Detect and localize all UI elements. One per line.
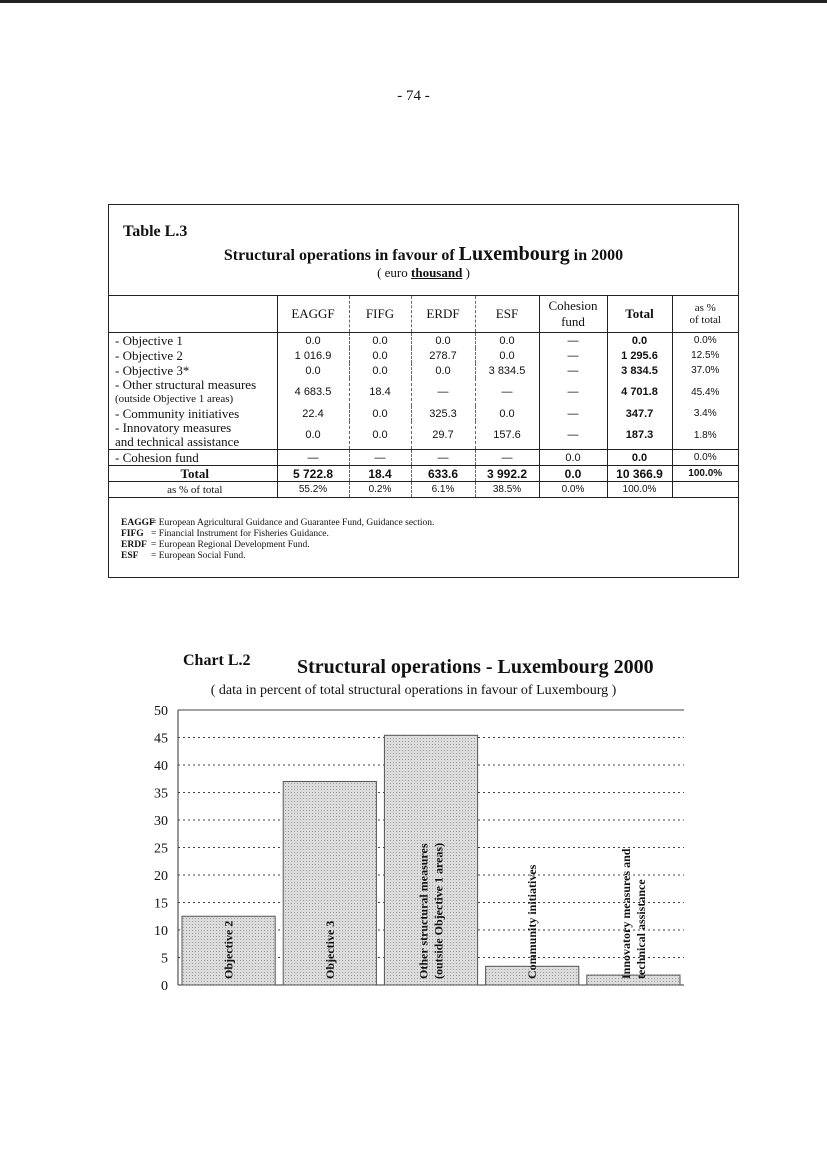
total-fifg: 18.4 bbox=[349, 466, 411, 482]
subtitle-close: ) bbox=[465, 265, 470, 280]
total-label: Total bbox=[109, 466, 277, 482]
cell-pct: 1.8% bbox=[672, 421, 738, 450]
share-label: as % of total bbox=[109, 482, 277, 498]
header-erdf: ERDF bbox=[411, 296, 475, 333]
cell-erdf: — bbox=[411, 378, 475, 406]
y-tick-label: 50 bbox=[154, 704, 168, 719]
header-total: Total bbox=[607, 296, 672, 333]
y-tick-label: 10 bbox=[154, 924, 168, 939]
cell-esf: 0.0 bbox=[475, 333, 539, 349]
share-esf: 38.5% bbox=[475, 482, 539, 498]
cell-pct: 0.0% bbox=[672, 450, 738, 466]
header-cohesion-line2: fund bbox=[561, 314, 585, 329]
share-total: 100.0% bbox=[607, 482, 672, 498]
legend-text: = European Social Fund. bbox=[151, 551, 246, 561]
legend-text: = European Agricultural Guidance and Guarantee Fund, Guidance section. bbox=[151, 518, 435, 528]
cell-eaggf: 0.0 bbox=[277, 363, 349, 378]
header-cohesion-line1: Cohesion bbox=[548, 298, 598, 313]
cell-pct: 12.5% bbox=[672, 348, 738, 363]
cell-total: 3 834.5 bbox=[607, 363, 672, 378]
table-title-country: Luxembourg bbox=[458, 243, 570, 265]
legend-abbr: FIFG bbox=[121, 529, 144, 539]
cell-cohesion: — bbox=[539, 421, 607, 450]
cell-cohesion: — bbox=[539, 348, 607, 363]
cell-pct: 0.0% bbox=[672, 333, 738, 349]
row-label-line2: and technical assistance bbox=[115, 434, 240, 449]
cell-eaggf: 22.4 bbox=[277, 406, 349, 421]
y-tick-label: 35 bbox=[154, 786, 168, 802]
row-label: - Community initiatives bbox=[115, 405, 240, 421]
table-label: Table L.3 bbox=[123, 223, 188, 240]
cell-fifg: 0.0 bbox=[349, 421, 411, 450]
cell-total: 347.7 bbox=[607, 406, 672, 421]
y-tick-label: 0 bbox=[161, 979, 168, 994]
cell-erdf: 0.0 bbox=[411, 363, 475, 378]
row-label: - Cohesion fund bbox=[109, 450, 277, 466]
share-fifg: 0.2% bbox=[349, 482, 411, 498]
cell-esf: — bbox=[475, 450, 539, 466]
cell-total: 4 701.8 bbox=[607, 378, 672, 406]
cell-eaggf: 1 016.9 bbox=[277, 348, 349, 363]
bar-category-label: Objective 2 bbox=[221, 920, 236, 979]
cell-fifg: 18.4 bbox=[349, 378, 411, 406]
cell-total: 1 295.6 bbox=[607, 348, 672, 363]
cell-cohesion: — bbox=[539, 406, 607, 421]
total-esf: 3 992.2 bbox=[475, 466, 539, 482]
cell-eaggf: 0.0 bbox=[277, 421, 349, 450]
cell-cohesion: — bbox=[539, 333, 607, 349]
bar-category-label: technical assistance bbox=[633, 879, 648, 979]
legend-abbr: EAGGF bbox=[121, 518, 155, 528]
total-erdf: 633.6 bbox=[411, 466, 475, 482]
header-pct-line1: as % bbox=[694, 302, 716, 314]
header-fifg: FIFG bbox=[349, 296, 411, 333]
cell-fifg: 0.0 bbox=[349, 333, 411, 349]
row-label: - Objective 2 bbox=[115, 347, 183, 363]
cell-pct: 3.4% bbox=[672, 406, 738, 421]
cell-esf: — bbox=[475, 378, 539, 406]
chart-label: Chart L.2 bbox=[183, 652, 251, 669]
chart-subtitle: ( data in percent of total structural operations in favour of Luxembourg ) bbox=[210, 683, 617, 698]
header-eaggf: EAGGF bbox=[277, 296, 349, 333]
legend-text: = Financial Instrument for Fisheries Guidance. bbox=[151, 529, 329, 539]
cell-erdf: 278.7 bbox=[411, 348, 475, 363]
cell-eaggf: — bbox=[277, 450, 349, 466]
cell-esf: 0.0 bbox=[475, 348, 539, 363]
cell-total: 0.0 bbox=[607, 450, 672, 466]
cell-erdf: 29.7 bbox=[411, 421, 475, 450]
subtitle-unit: thousand bbox=[411, 265, 463, 280]
cell-eaggf: 4 683.5 bbox=[277, 378, 349, 406]
subtitle-open: ( euro bbox=[377, 265, 408, 280]
row-label-line2: (outside Objective 1 areas) bbox=[115, 393, 234, 405]
row-label-line1: - Innovatory measures bbox=[115, 420, 232, 435]
bar-category-label: Innovatory measures and bbox=[618, 848, 633, 979]
table-title-prefix: Structural operations in favour of bbox=[223, 247, 455, 264]
cell-cohesion: — bbox=[539, 363, 607, 378]
header-pct-line2: of total bbox=[689, 314, 721, 326]
cell-eaggf: 0.0 bbox=[277, 333, 349, 349]
cell-fifg: — bbox=[349, 450, 411, 466]
table-title-year: in 2000 bbox=[573, 247, 624, 264]
bar-category-label: (outside Objective 1 areas) bbox=[431, 842, 446, 979]
bar-category-label: Objective 3 bbox=[322, 920, 337, 979]
cell-erdf: 0.0 bbox=[411, 333, 475, 349]
page-number: - 74 - bbox=[397, 88, 430, 104]
cell-fifg: 0.0 bbox=[349, 363, 411, 378]
row-label: - Objective 3* bbox=[115, 362, 190, 378]
legend-abbr: ESF bbox=[121, 551, 139, 561]
y-tick-label: 45 bbox=[154, 731, 168, 747]
y-tick-label: 5 bbox=[161, 951, 168, 967]
y-tick-label: 30 bbox=[154, 814, 168, 829]
share-cohesion: 0.0% bbox=[539, 482, 607, 498]
cell-esf: 157.6 bbox=[475, 421, 539, 450]
share-eaggf: 55.2% bbox=[277, 482, 349, 498]
y-tick-label: 25 bbox=[154, 841, 168, 857]
cell-fifg: 0.0 bbox=[349, 348, 411, 363]
bar-category-label: Other structural measures bbox=[416, 843, 431, 979]
row-label-line1: - Other structural measures bbox=[115, 377, 257, 392]
total-total: 10 366.9 bbox=[607, 466, 672, 482]
row-label: - Objective 1 bbox=[115, 332, 183, 348]
total-pct: 100.0% bbox=[672, 466, 738, 482]
y-tick-label: 40 bbox=[154, 759, 168, 774]
chart-title: Structural operations - Luxembourg 2000 bbox=[297, 656, 654, 678]
cell-cohesion: 0.0 bbox=[539, 450, 607, 466]
cell-esf: 0.0 bbox=[475, 406, 539, 421]
legend-text: = European Regional Development Fund. bbox=[151, 540, 310, 550]
cell-erdf: — bbox=[411, 450, 475, 466]
cell-pct: 37.0% bbox=[672, 363, 738, 378]
cell-fifg: 0.0 bbox=[349, 406, 411, 421]
y-tick-label: 20 bbox=[154, 869, 168, 884]
total-eaggf: 5 722.8 bbox=[277, 466, 349, 482]
cell-total: 0.0 bbox=[607, 333, 672, 349]
cell-cohesion: — bbox=[539, 378, 607, 406]
cell-esf: 3 834.5 bbox=[475, 363, 539, 378]
header-esf: ESF bbox=[475, 296, 539, 333]
bar-category-label: Community initiatives bbox=[525, 864, 540, 979]
cell-total: 187.3 bbox=[607, 421, 672, 450]
share-erdf: 6.1% bbox=[411, 482, 475, 498]
legend-abbr: ERDF bbox=[121, 540, 147, 550]
cell-erdf: 325.3 bbox=[411, 406, 475, 421]
cell-pct: 45.4% bbox=[672, 378, 738, 406]
total-cohesion: 0.0 bbox=[539, 466, 607, 482]
y-tick-label: 15 bbox=[154, 896, 168, 912]
